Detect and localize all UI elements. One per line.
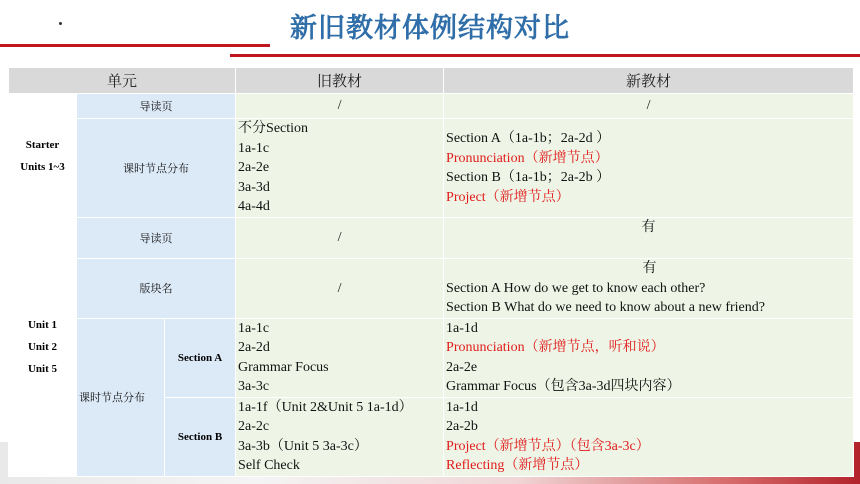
starter-unit-line: Units 1~3: [20, 160, 65, 173]
starter-lesson-label: 课时节点分布: [77, 119, 236, 218]
table-row: [9, 119, 854, 218]
old-line: 2a-2c: [238, 419, 270, 434]
units-section-old: /: [236, 259, 444, 319]
new-line: 1a-1d: [446, 320, 478, 336]
header-unit: 单元: [9, 68, 236, 94]
comparison-table: [8, 67, 854, 477]
new-line-highlight: Pronunciation（新增节点，听和说）: [446, 340, 665, 355]
page-title: 新旧教材体例结构对比: [290, 13, 570, 44]
new-line: Section B What do we need to know about a new friend?: [446, 300, 765, 315]
old-line: 2a-2d: [238, 340, 270, 355]
new-line-highlight: Pronunciation（新增节点）: [446, 150, 609, 166]
header-new: 新教材: [444, 68, 854, 94]
old-line: 1a-1c: [238, 140, 270, 156]
old-line: 3a-3c: [238, 379, 270, 394]
starter-unit-line: Starter: [25, 138, 60, 151]
new-line: Section B（1a-1b；2a-2b ）: [446, 170, 611, 185]
units-section-new: [444, 259, 854, 319]
new-line: Grammar Focus（包含3a-3d四块内容）: [446, 379, 681, 394]
table-row: [9, 218, 854, 259]
section-a-old: [236, 318, 444, 397]
table-header-row: [9, 68, 854, 94]
section-a-new: [444, 318, 854, 397]
starter-unit-cell: [9, 94, 77, 218]
new-line: Section A How do we get to know each other?: [446, 280, 706, 296]
new-line: Section A（1a-1b；2a-2d ）: [446, 131, 611, 146]
starter-guide-new: /: [444, 94, 854, 119]
old-line: 不分Section: [238, 121, 309, 137]
new-line-highlight: Project（新增节点）: [446, 189, 570, 205]
units-section-label: 版块名: [77, 259, 236, 319]
new-line: 有: [642, 261, 657, 276]
section-a-label: Section A: [165, 318, 236, 397]
units-unit-cell: [9, 218, 77, 477]
old-line: Grammar Focus: [238, 359, 329, 375]
new-line: 2a-2e: [446, 359, 478, 375]
units-unit-line: Unit 5: [27, 362, 58, 375]
starter-guide-old: /: [236, 94, 444, 119]
starter-lesson-old: [236, 119, 444, 218]
units-guide-label: 导读页: [77, 218, 236, 259]
new-line: 2a-2b: [446, 419, 478, 434]
table-row: [9, 318, 854, 397]
new-line: 1a-1d: [446, 399, 478, 415]
old-line: 3a-3d: [238, 179, 270, 195]
section-b-old: [236, 397, 444, 476]
title-rule-right: [230, 54, 860, 57]
units-guide-new: 有: [444, 218, 854, 259]
old-line: 4a-4d: [238, 199, 270, 215]
starter-guide-label: 导读页: [77, 94, 236, 119]
units-lesson-label: 课时节点分布: [77, 318, 165, 476]
old-line: Self Check: [238, 458, 300, 473]
starter-lesson-new: [444, 119, 854, 218]
old-line: 2a-2e: [238, 160, 270, 176]
section-b-label: Section B: [165, 397, 236, 476]
units-unit-line: Unit 1: [27, 318, 58, 331]
old-line: 3a-3b（Unit 5 3a-3c）: [238, 438, 368, 454]
table-row: [9, 259, 854, 319]
units-unit-line: Unit 2: [27, 340, 58, 353]
header-old: 旧教材: [236, 68, 444, 94]
title-rule-left: [0, 44, 270, 47]
old-line: 1a-1f（Unit 2&Unit 5 1a-1d）: [238, 399, 413, 415]
units-guide-old: /: [236, 218, 444, 259]
table-row: [9, 94, 854, 119]
new-line-highlight: Project（新增节点）（包含3a-3c）: [446, 438, 650, 454]
section-b-new: [444, 397, 854, 476]
old-line: 1a-1c: [238, 320, 270, 336]
new-line-highlight: Reflecting（新增节点）: [446, 458, 589, 473]
